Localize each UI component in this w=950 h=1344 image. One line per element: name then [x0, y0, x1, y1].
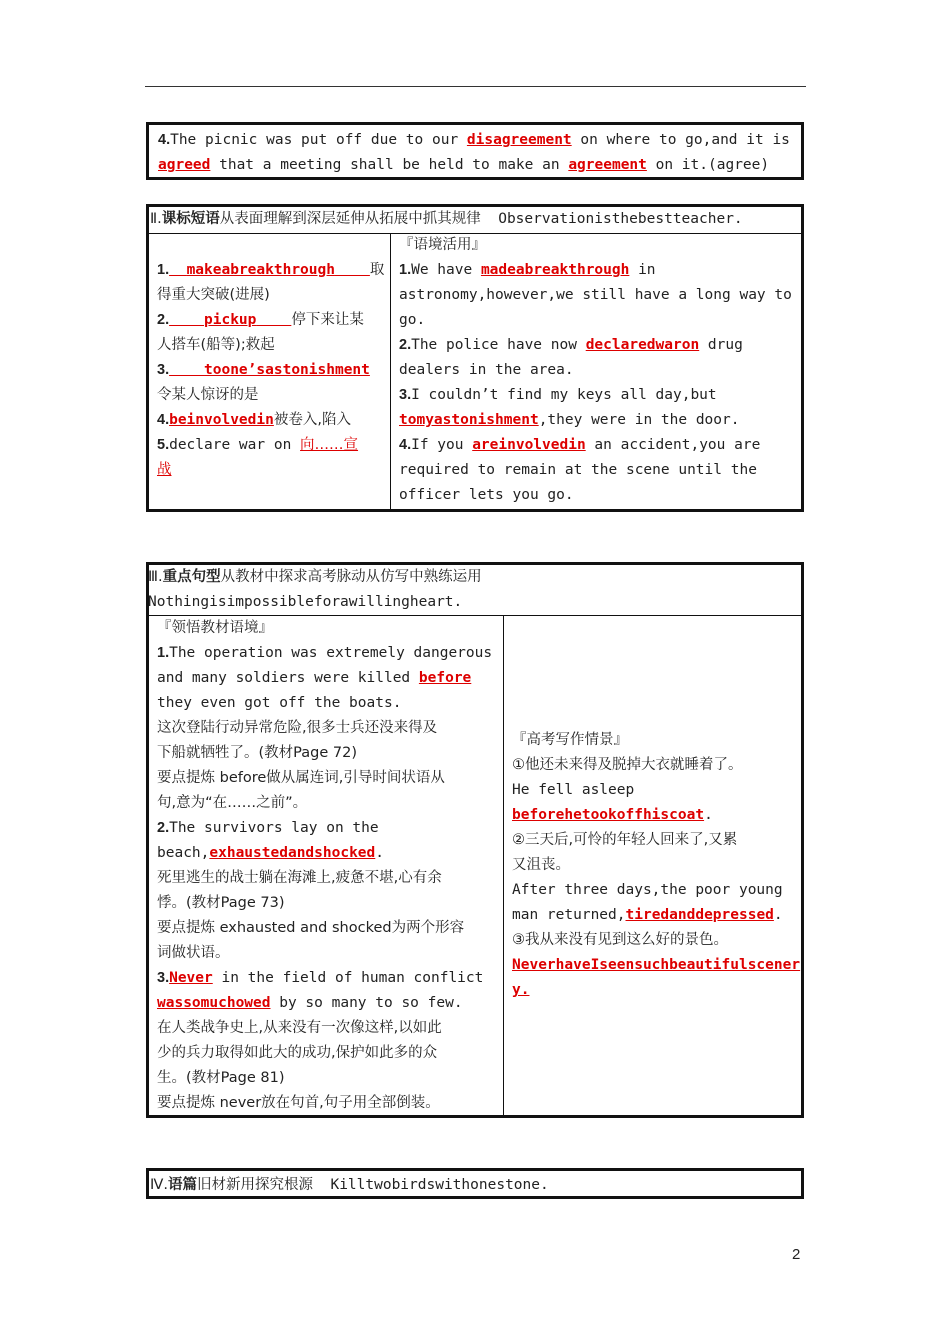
- translation: 又沮丧。: [512, 857, 570, 873]
- answer-agreement: agreement: [568, 157, 647, 173]
- phrase-answer-text: makeabreakthrough: [186, 262, 335, 278]
- phrase-answer-1: [169, 262, 370, 278]
- answer: areinvolvedin: [472, 437, 586, 453]
- sentence-text: The operation was extremely dangerous: [169, 645, 493, 661]
- page-number: 2: [792, 1246, 801, 1263]
- s2-right-column: [399, 233, 799, 508]
- sentence-text: go.: [399, 312, 426, 328]
- answer: before: [418, 670, 472, 686]
- sentence-text: an accident,you are: [585, 437, 761, 453]
- section-roman: Ⅱ.: [150, 211, 162, 227]
- sentence-text: on it.(agree): [646, 157, 770, 173]
- translation: ②三天后,可怜的年轻人回来了,又累: [512, 832, 738, 848]
- answer: y.: [512, 982, 530, 998]
- section-4-box: [146, 1168, 804, 1199]
- s2-header: [150, 207, 800, 232]
- answer: declaredwaron: [585, 337, 700, 353]
- phrase-answer-4: beinvolvedin: [169, 412, 274, 428]
- phrase-answer-3: [169, 362, 370, 378]
- answer: NeverhaveIseensuchbeautifulscener: [512, 957, 801, 973]
- translation: 这次登陆行动异常危险,很多士兵还没来得及: [157, 720, 438, 736]
- section-motto: Nothingisimpossibleforawillingheart.: [148, 594, 463, 610]
- item-number: 3.: [157, 362, 170, 378]
- sentence-text: that a meeting shall be held to make an: [210, 157, 569, 173]
- translation: 悸。(教材Page 73): [157, 895, 285, 911]
- item-number: 2.: [399, 337, 412, 353]
- sentence-text: If you: [411, 437, 473, 453]
- phrase-meaning: 人搭车(船等);救起: [157, 337, 275, 353]
- phrase-meaning: 取: [369, 262, 385, 278]
- sentence-text: drug: [699, 337, 743, 353]
- section-subtitle: 从表面理解到深层延伸从拓展中抓其规律: [219, 211, 481, 227]
- sentence-text: astronomy,however,we still have a long way to: [399, 287, 792, 303]
- key-point: 要点提炼 never放在句首,句子用全部倒装。: [157, 1095, 440, 1111]
- answer-agreed: agreed: [158, 157, 211, 173]
- answer: tiredanddepressed: [625, 907, 774, 923]
- item-number: 3.: [157, 970, 170, 986]
- phrase-meaning: 被卷入,陷入: [273, 412, 351, 428]
- translation: ③我从来没有见到这么好的景色。: [512, 932, 728, 948]
- s1-line-2: [158, 153, 801, 178]
- item-number: 4.: [158, 132, 171, 148]
- phrase-meaning: 得重大突破(进展): [157, 287, 270, 303]
- translation: 在人类战争史上,从来没有一次像这样,以如此: [157, 1020, 442, 1036]
- key-point: 要点提炼 exhausted and shocked为两个形容: [157, 920, 465, 936]
- key-point: 要点提炼 before做从属连词,引导时间状语从: [157, 770, 445, 786]
- item-number: 2.: [157, 820, 170, 836]
- sentence-text: and many soldiers were killed: [157, 670, 419, 686]
- phrase-meaning: 停下来让某: [291, 312, 364, 328]
- item-number: 5.: [157, 437, 170, 453]
- section-subtitle: 从教材中探求高考脉动从仿写中熟练运用: [220, 569, 482, 585]
- key-point: 词做状语。: [157, 945, 230, 961]
- sentence-text: After three days,the poor young: [512, 882, 783, 898]
- item-number: 3.: [399, 387, 412, 403]
- sentence-text: man returned,: [512, 907, 626, 923]
- answer: beforehetookoffhiscoat: [512, 807, 705, 823]
- phrase-answer-text: pickup: [204, 312, 257, 328]
- section-title: 重点句型: [162, 569, 221, 585]
- phrase-text: declare war on: [169, 437, 301, 453]
- sentence-text: .: [704, 807, 713, 823]
- section-motto: Killtwobirdswithonestone.: [330, 1177, 549, 1193]
- phrase-answer-2: [169, 312, 291, 328]
- answer: Never: [169, 970, 213, 986]
- sentence-text: in the field of human conflict: [212, 970, 484, 986]
- sentence-text: by so many to so few.: [270, 995, 463, 1011]
- sentence-text: The survivors lay on the: [169, 820, 379, 836]
- sentence-text: .: [773, 907, 783, 923]
- section-roman: Ⅳ.: [150, 1177, 168, 1193]
- sentence-text: on where to go,and it is: [571, 132, 790, 148]
- answer: tomyastonishment: [399, 412, 539, 428]
- section-roman: Ⅲ.: [148, 569, 163, 585]
- answer: wassomuchowed: [157, 995, 271, 1011]
- context-label: 『领悟教材语境』: [157, 620, 273, 636]
- item-number: 1.: [157, 645, 170, 661]
- translation: 下船就牺牲了。(教材Page 72): [157, 745, 357, 761]
- s3-right-column: [512, 728, 801, 1003]
- section-title: 语篇: [168, 1177, 197, 1193]
- s2-column-divider: [390, 233, 391, 509]
- sentence-text: they even got off the boats.: [157, 695, 402, 711]
- s1-line-1: [158, 128, 801, 153]
- item-number: 1.: [399, 262, 412, 278]
- header-rule: [145, 86, 806, 87]
- context-label: 『语境活用』: [399, 237, 486, 253]
- translation: 死里逃生的战士躺在海滩上,疲惫不堪,心有余: [157, 870, 442, 886]
- s2-left-column: [157, 258, 387, 483]
- sentence-text: He fell asleep: [512, 782, 635, 798]
- sentence-text: I couldn’t find my keys all day,but: [411, 387, 717, 403]
- answer: exhaustedandshocked: [209, 845, 376, 861]
- sentence-text: ,they were in the door.: [538, 412, 740, 428]
- item-number: 2.: [157, 312, 170, 328]
- s3-left-column: [157, 616, 502, 1116]
- item-number: 4.: [157, 412, 170, 428]
- sentence-text: The police have now: [411, 337, 586, 353]
- sentence-text: required to remain at the scene until the: [399, 462, 757, 478]
- sentence-text: in: [629, 262, 656, 278]
- phrase-meaning: 令某人惊讶的是: [157, 387, 259, 403]
- item-number: 4.: [399, 437, 412, 453]
- s3-column-divider: [503, 615, 504, 1115]
- key-point: 句,意为“在……之前”。: [157, 795, 308, 811]
- translation: 少的兵力取得如此大的成功,保护如此多的众: [157, 1045, 438, 1061]
- phrase-answer-5-cont: 战: [157, 462, 172, 478]
- section-subtitle: 旧材新用探究根源: [197, 1177, 313, 1193]
- section-title: 课标短语: [161, 211, 220, 227]
- sentence-text: beach,: [157, 845, 210, 861]
- s3-header: [148, 565, 798, 615]
- section-motto: Observationisthebestteacher.: [498, 211, 743, 227]
- answer-disagreement: disagreement: [466, 132, 572, 148]
- translation: ①他还未来得及脱掉大衣就睡着了。: [512, 757, 743, 773]
- translation: 生。(教材Page 81): [157, 1070, 285, 1086]
- answer: madeabreakthrough: [480, 262, 630, 278]
- item-number: 1.: [157, 262, 170, 278]
- section-1-box: [146, 122, 804, 180]
- sentence-text: We have: [411, 262, 481, 278]
- sentence-text: The picnic was put off due to our: [170, 132, 467, 148]
- sentence-text: .: [375, 845, 384, 861]
- phrase-answer-text: toone’sastonishment: [204, 362, 370, 378]
- sentence-text: dealers in the area.: [399, 362, 574, 378]
- phrase-answer-5: 向……宣: [300, 437, 359, 453]
- sentence-text: officer lets you go.: [399, 487, 574, 503]
- context-label: 『高考写作情景』: [512, 732, 628, 748]
